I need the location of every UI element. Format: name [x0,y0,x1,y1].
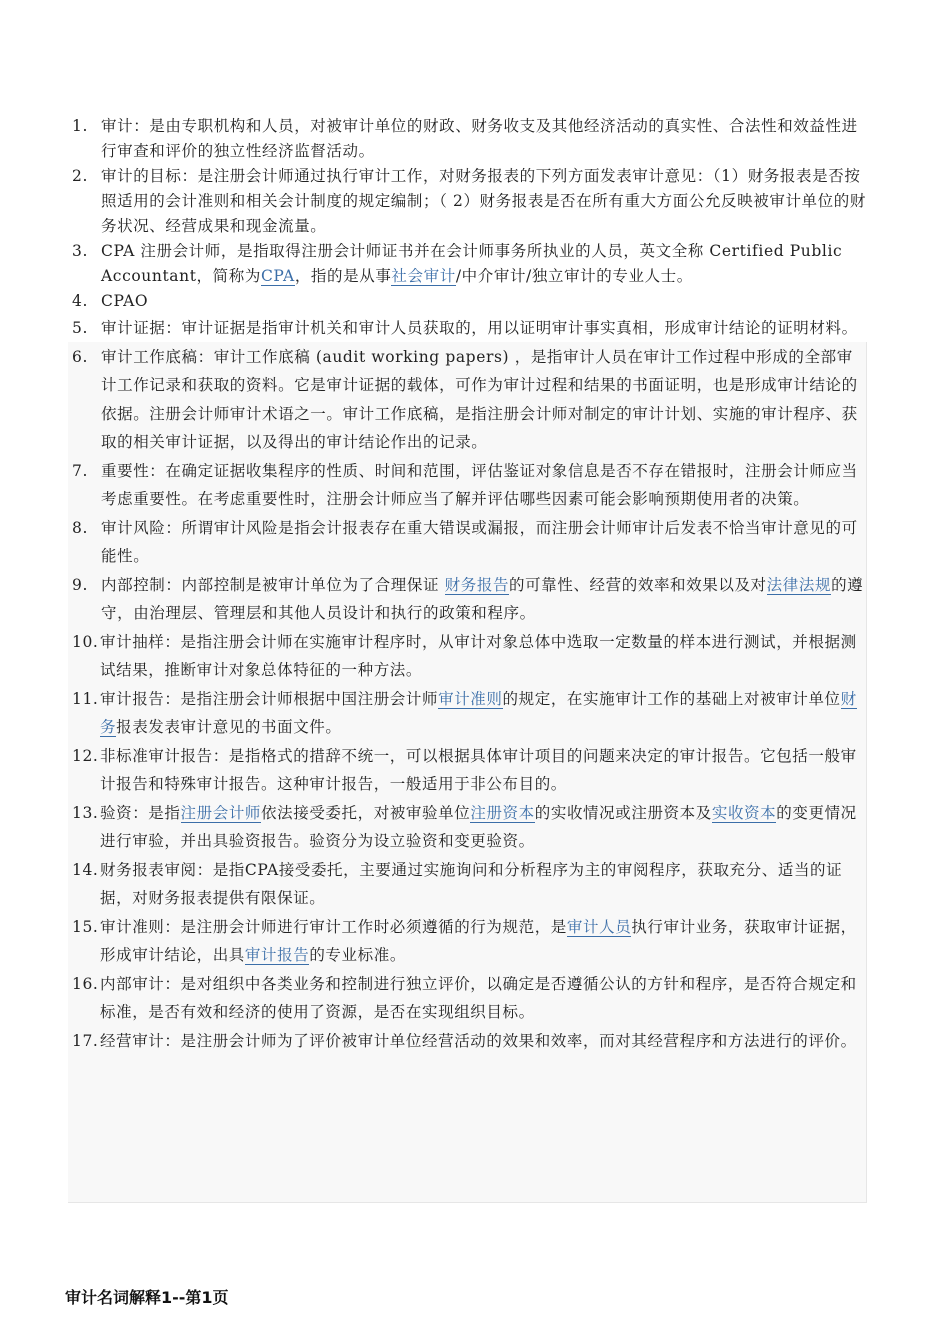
text-segment: CPA 注册会计师，是指取得注册会计师证书并在会计师事务所执业的人员，英文全称 Certified Public Accountant，简称为 [101,242,843,285]
registered-capital-link[interactable]: 注册资本 [470,803,535,822]
cpa-link[interactable]: CPA [260,267,295,285]
item-text: 内部审计：是对组织中各类业务和控制进行独立评价，以确定是否遵循公认的方针和程序，是否符合规定和标准，是否有效和经济的使用了资源，是否在实现组织目标。 [100,974,857,1021]
list-item [72,571,872,628]
text-segment: 审计准则：是注册会计师进行审计工作时必须遵循的行为规范，是 [100,917,567,936]
item-text: 审计：是由专职机构和人员，对被审计单位的财政、财务收支及其他经济活动的真实性、合法性和效益性进行审查和评价的独立性经济监督活动。 [101,117,858,160]
text-segment: 的实收情况或注册资本及 [534,803,712,822]
list-item [72,314,872,343]
item-number: 3. [72,242,88,260]
list-item [72,343,872,457]
list-item [72,685,872,742]
list-item [72,913,872,970]
item-text: 审计的目标：是注册会计师通过执行审计工作，对财务报表的下列方面发表审计意见：（1）财务报表是否按照适用的会计准则和相关会计制度的规定编制；（ 2）财务报表是否在所有重大方面公允反映被审计单位的财务状况、经营成果和现金流量。 [101,167,866,235]
text-segment: 的可靠性、经营的效率和效果以及对 [509,575,767,594]
item-number: 15. [72,917,99,936]
audit-standards-link[interactable]: 审计准则 [438,689,503,708]
item-text: 审计证据：审计证据是指审计机关和审计人员获取的，用以证明审计事实真相，形成审计结论的证明材料。 [101,319,858,337]
list-item [72,164,872,239]
text-segment: 的专业标准。 [309,946,406,964]
text-segment: 的遵守，由治理层、管理层和其他人员设计和执行的政策和程序。 [101,575,864,622]
item-number: 11. [72,689,99,708]
item-number: 10. [72,632,99,651]
item-text [100,913,872,970]
text-segment: 审计报告：是指注册会计师根据中国注册会计师 [100,689,439,708]
item-number: 5. [72,319,88,337]
item-number: 13. [72,803,99,822]
list-item [72,799,872,856]
item-number: 17. [72,1031,99,1050]
text-segment: 依法接受委托，对被审验单位 [261,803,471,822]
text-segment: 的变更情况进行审验，并出具验资报告。验资分为设立验资和变更验资。 [100,803,857,850]
list-item [72,289,872,314]
laws-regulations-link[interactable]: 法律法规 [766,575,832,594]
item-text: 重要性：在确定证据收集程序的性质、时间和范围，评估鉴证对象信息是否不存在错报时，注册会计师应当考虑重要性。在考虑重要性时，注册会计师应当了解并评估哪些因素可能会影响预期使用者的决策。 [101,461,858,508]
text-segment: 的规定，在实施审计工作的基础上对被审计单位 [502,689,841,708]
text-segment: 报表发表审计意见的书面文件。 [116,718,342,736]
item-text [100,685,872,742]
text-segment: ，指的是从事 [294,267,392,285]
item-number: 4. [72,292,88,310]
term-list [72,114,872,1055]
item-number: 9. [72,575,88,594]
list-item [72,457,872,514]
list-item [72,742,872,799]
item-text: 审计抽样：是指注册会计师在实施审计程序时，从审计对象总体中选取一定数量的样本进行测试，并根据测试结果，推断审计对象总体特征的一种方法。 [100,632,857,679]
item-text: 财务报表审阅：是指CPA接受委托，主要通过实施询问和分析程序为主的审阅程序，获取充分、适当的证据，对财务报表提供有限保证。 [100,860,843,907]
text-segment: /中介审计/独立审计的专业人士。 [455,267,693,285]
text-segment: 内部控制：内部控制是被审计单位为了合理保证 [101,575,445,594]
text-segment: 验资：是指 [100,803,181,822]
list-item [72,1027,872,1056]
item-number: 6. [72,347,88,366]
item-text [100,799,872,856]
text-segment: 执行审计业务，获取审计证据，形成审计结论，出具 [100,917,857,964]
list-item [72,514,872,571]
list-item [72,856,872,913]
cpa-person-link[interactable]: 注册会计师 [180,803,262,822]
item-text: 经营审计：是注册会计师为了评价被审计单位经营活动的效果和效率，而对其经营程序和方法进行的评价。 [100,1031,857,1050]
finance-link[interactable]: 财务 [100,689,857,736]
item-number: 16. [72,974,99,993]
item-number: 1. [72,117,88,135]
item-text: 审计工作底稿：审计工作底稿 (audit working papers) ，是指审计人员在审计工作过程中形成的全部审计工作记录和获取的资料。它是审计证据的载体，可作为审计过程和结果的书面证明，也是形成审计结论的依据。注册会计师审计术语之一。审计工作底稿，是指注册会计师对制定的审计计划、实施的审计程序、获取的相关审计证据，以及得出的审计结论作出的记录。 [101,347,858,451]
list-item [72,114,872,164]
financial-report-link[interactable]: 财务报告 [444,575,510,594]
item-text [101,571,872,628]
item-number: 8. [72,518,88,537]
item-number: 12. [72,746,99,765]
list-item [72,239,872,289]
item-number: 14. [72,860,99,879]
item-text [101,239,872,289]
item-number: 7. [72,461,88,480]
list-item [72,628,872,685]
item-text: 审计风险：所谓审计风险是指会计报表存在重大错误或漏报，而注册会计师审计后发表不恰当审计意见的可能性。 [101,518,858,565]
list-item [72,970,872,1027]
item-number: 2. [72,167,88,185]
social-audit-link[interactable]: 社会审计 [391,267,456,285]
item-text: CPAO [101,292,149,310]
audit-report-link[interactable]: 审计报告 [244,946,310,964]
paid-in-capital-link[interactable]: 实收资本 [711,803,777,822]
page-footer: 审计名词解释1--第1页 [65,1288,229,1307]
auditor-link[interactable]: 审计人员 [566,917,632,936]
item-text: 非标准审计报告：是指格式的措辞不统一，可以根据具体审计项目的问题来决定的审计报告。它包括一般审计报告和特殊审计报告。这种审计报告，一般适用于非公布目的。 [100,746,857,793]
